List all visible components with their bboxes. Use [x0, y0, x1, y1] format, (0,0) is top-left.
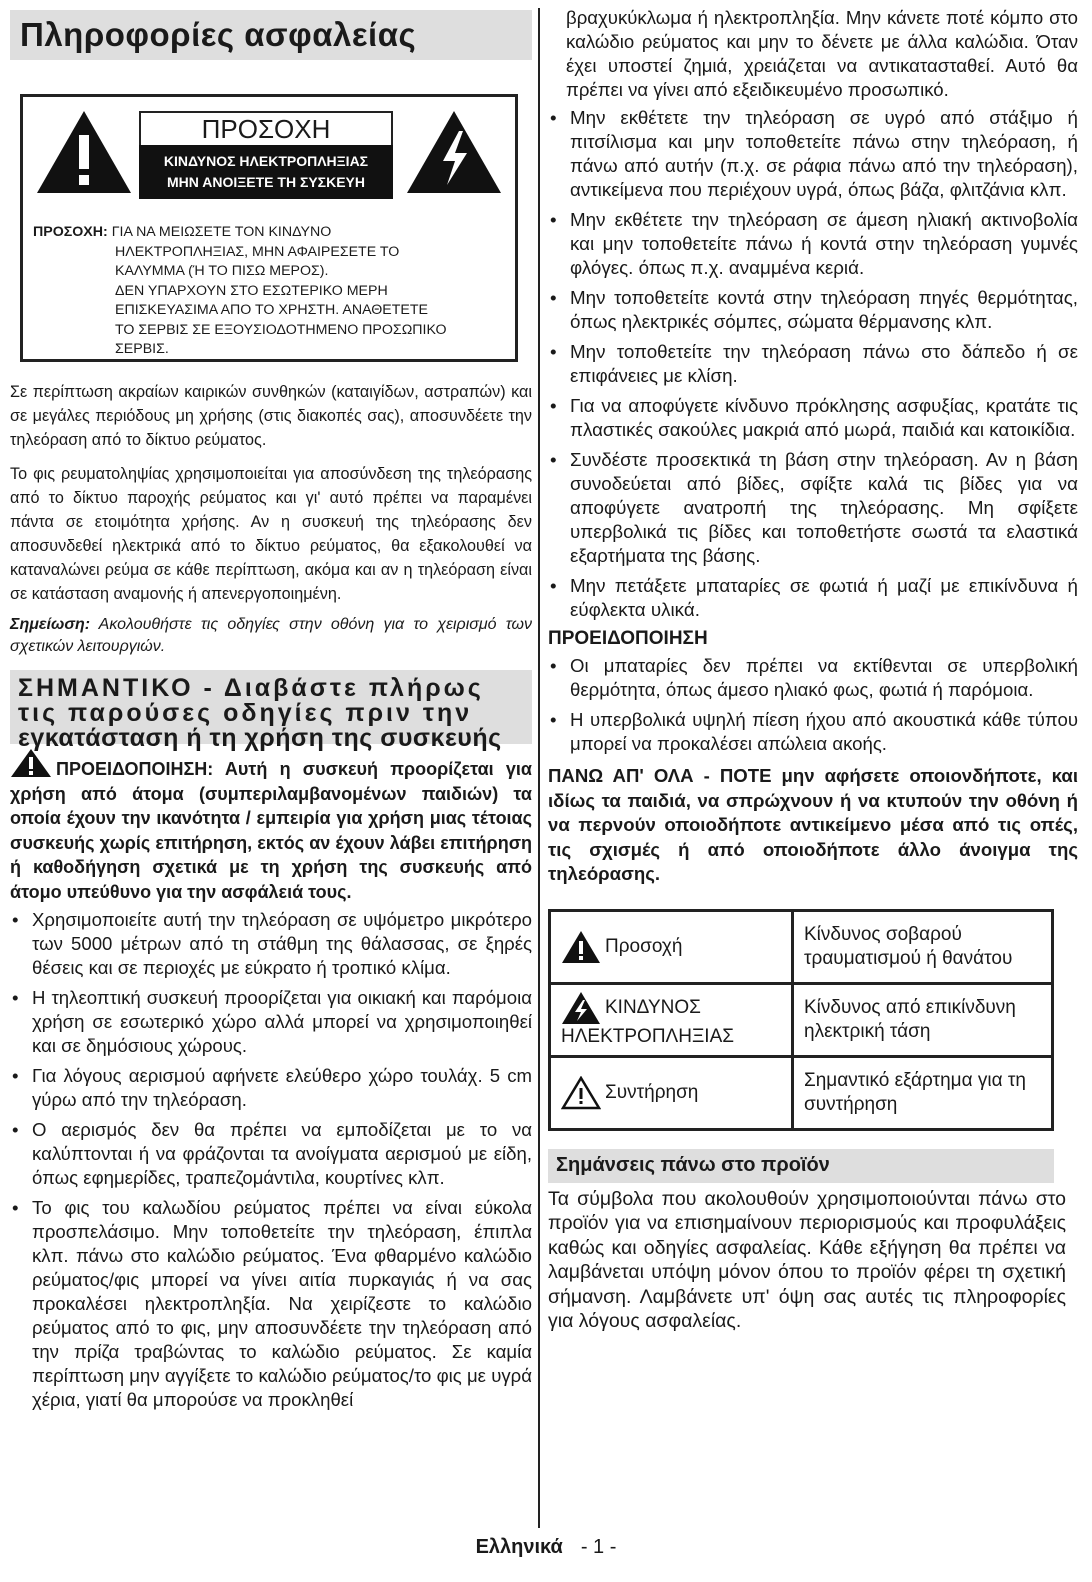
- table-cell-desc: Κίνδυνος από επικίνδυνη ηλεκτρική τάση: [793, 983, 1053, 1056]
- right-column: [548, 0, 1078, 1334]
- note-label: Σημείωση:: [10, 616, 91, 633]
- warning-paragraph: [10, 748, 532, 904]
- caution-label: [139, 111, 393, 197]
- table-cell-desc: Σημαντικό εξάρτημα για τη συντήρηση: [793, 1056, 1053, 1129]
- maintenance-triangle-icon: [561, 1076, 601, 1110]
- product-marks-text: Τα σύμβολα που ακολουθούν χρησιμοποιούνται πάνω στο προϊόν για να επισημαίνουν περιορισμούς και προφυλάξεις καθώς και οδηγίες ασφαλείας. Κάθε εξήγηση θα πρέπει να λαμβάνεται υπόψη μόνον όπου το προϊόν φέρει τη σχετική σήμανση. Λαμβάνετε υπ' όψη σας αυτές τις πληροφορίες για λόγους ασφαλείας.: [548, 1187, 1066, 1332]
- product-marks-title: Σημάνσεις πάνω στο προϊόν: [556, 1154, 830, 1176]
- left-column: [10, 0, 532, 1418]
- important-heading: [10, 670, 532, 752]
- caution-text-line: ΚΑΛΥΜΜΑ (Ή ΤΟ ΠΙΣΩ ΜΕΡΟΣ).: [115, 263, 329, 279]
- caution-black-panel: [139, 145, 393, 199]
- caution-line-1: ΚΙΝΔΥΝΟΣ ΗΛΕΚΤΡΟΠΛΗΞΙΑΣ: [163, 153, 369, 169]
- symbols-table: [548, 909, 1054, 1131]
- list-item: • Μην τοποθετείτε την τηλεόραση πάνω στο δάπεδο ή σε επιφάνειες με κλίση.: [548, 340, 1078, 388]
- table-cell-label: [550, 910, 793, 983]
- warning-triangle-icon: [561, 930, 601, 964]
- list-item: • Μην πετάξετε μπαταρίες σε φωτιά ή μαζί με επικίνδυνα ή εύφλεκτα υλικά.: [548, 574, 1078, 622]
- page-title-bar: [10, 10, 532, 60]
- symbol-label-line-2: ΗΛΕΚΤΡΟΠΛΗΞΙΑΣ: [561, 1025, 734, 1047]
- list-item: • Το φις του καλωδίου ρεύματος πρέπει να είναι εύκολα προσπελάσιμο. Μην τοποθετείτε την τηλεόραση, έπιπλα κλπ. πάνω στο καλώδιο ρεύματος. Ένα φθαρμένο καλώδιο ρεύματος/φις μπορεί να γίνει αιτία πυρκαγιάς ή να σας προκαλέσει ηλεκτροπληξία. Να χειρίζεστε το καλώδιο ρεύματος από το φις, μην αποσυνδέετε την τηλεόραση από την πρίζα τραβώντας το καλώδιο ρεύματος. Σε καμία περίπτωση μην αγγίξετε το καλώδιο ρεύματος/το φις με υγρά χέρια, γιατί θα μπορούσε να προκληθεί: [10, 1196, 532, 1412]
- list-item: • Μην εκθέτετε την τηλεόραση σε υγρό από στάξιμο ή πιτσίλισμα και μην τοποθετείτε πάνω στην τηλεόραση, ή πάνω από αυτήν (π.χ. σε ράφια πάνω από την τηλεόραση), αντικείμενα που περιέχουν υγρά, όπως βάζα, φλιτζάνια κλπ.: [548, 106, 1078, 202]
- list-item: • Ο αερισμός δεν θα πρέπει να εμποδίζεται με το να καλύπτονται ή να φράζονται τα ανοίγματα αερισμού με είδη, όπως εφημερίδες, τραπεζομάντιλα, κουρτίνες κλπ.: [10, 1118, 532, 1190]
- list-item: • Για λόγους αερισμού αφήνετε ελεύθερο χώρο τουλάχ. 5 cm γύρω από την τηλεόραση.: [10, 1064, 532, 1112]
- symbol-label: ΚΙΝΔΥΝΟΣ: [605, 996, 701, 1018]
- list-item: • Η τηλεοπτική συσκευή προορίζεται για οικιακή και παρόμοια χρήση σε εσωτερικό χώρο αλλά μπορεί να χρησιμοποιηθεί και σε δημόσιους χώρους.: [10, 986, 532, 1058]
- lightning-warning-icon: [405, 109, 503, 195]
- caution-text: [33, 223, 505, 360]
- warning-text: ΠΡΟΕΙΔΟΠΟΙΗΣΗ: Αυτή η συσκευή προορίζεται για χρήση από άτομα (συμπεριλαμβανομένων παιδιών) τα οποία έχουν την ικανότητα / εμπειρία για χρήση μιας τέτοιας συσκευής χωρίς επιτήρηση, εκτός αν έχουν λάβει επιτήρηση ή καθοδήγηση σχετικά με τη χρήση της συσκευής από άτομο υπεύθυνο για την ασφάλειά τους.: [10, 759, 532, 902]
- important-line-3: εγκατάσταση ή τη χρήση της συσκευής: [18, 724, 502, 752]
- table-cell-desc: Κίνδυνος σοβαρού τραυματισμού ή θανάτου: [793, 910, 1053, 983]
- table-cell-label: [550, 983, 793, 1056]
- list-item: • Μην εκθέτετε την τηλεόραση σε άμεση ηλιακή ακτινοβολία και μην τοποθετείτε πάνω ή κοντά στην τηλεόραση γυμνές φλόγες. όπως π.χ. αναμμένα κεριά.: [548, 208, 1078, 280]
- caution-line-2: ΜΗΝ ΑΝΟΙΞΕΤΕ ΤΗ ΣΥΣΚΕΥΗ: [167, 174, 365, 190]
- column-divider: [538, 8, 540, 1528]
- caution-text-line: ΤΟ ΣΕΡΒΙΣ ΣΕ ΕΞΟΥΣΙΟΔΟΤΗΜΕΝΟ ΠΡΟΣΩΠΙΚΟ: [115, 321, 447, 338]
- exclamation-warning-icon: [35, 109, 133, 195]
- warning-heading: ΠΡΟΕΙΔΟΠΟΙΗΣΗ: [548, 628, 708, 649]
- page-number: - 1 -: [580, 1536, 617, 1558]
- paragraph-plug: Το φις ρευματοληψίας χρησιμοποιείται για αποσύνδεση της τηλεόρασης από το δίκτυο παροχής ρεύματος και γι' αυτό πρέπει να παραμένει πάντα σε ετοιμότητα χρήσης. Αν η συσκευή της τηλεόρασης δεν αποσυνδεθεί ηλεκτρικά από το δίκτυο ρεύματος, θα εξακολουθεί να καταναλώνει ρεύμα σε κάθε περίπτωση, ακόμα και αν η τηλεόραση είναι σε κατάσταση αναμονής ή απενεργοποιημένη.: [10, 465, 532, 603]
- caution-text-line: ΗΛΕΚΤΡΟΠΛΗΞΙΑΣ, ΜΗΝ ΑΦΑΙΡΕΣΕΤΕ ΤΟ: [115, 243, 400, 260]
- list-item: • Χρησιμοποιείτε αυτή την τηλεόραση σε υψόμετρο μικρότερο των 5000 μέτρων από τη στάθμη της θάλασσας, σε ξηρές θέσεις και σε περιοχές με εύκρατο ή τροπικό κλίμα.: [10, 908, 532, 980]
- warning-bullet-list: [548, 654, 1078, 756]
- caution-text-line: ΣΕΡΒΙΣ.: [115, 341, 169, 357]
- electric-shock-icon: [561, 991, 601, 1025]
- left-bullet-list: [10, 908, 532, 1412]
- list-item: • Συνδέστε προσεκτικά τη βάση στην τηλεόραση. Αν η βάση συνοδεύεται από βίδες, σφίξτε καλά τις βίδες για να αποφύγετε ανατροπή της τηλεόρασης. Μη σφίξετε υπερβολικά τις βίδες και τοποθετήστε σωστά τα ελαστικά εξαρτήματα της βάσης.: [548, 448, 1078, 568]
- important-line-1: ΣΗΜΑΝΤΙΚΟ - Διαβάστε πλήρως: [18, 674, 484, 702]
- list-item: • Η υπερβολικά υψηλή πίεση ήχου από ακουστικά κάθε τύπου μπορεί να προκαλέσει απώλεια ακοής.: [548, 708, 1078, 756]
- caution-text-line: ΓΙΑ ΝΑ ΜΕΙΩΣΕΤΕ ΤΟΝ ΚΙΝΔΥΝΟ: [111, 224, 332, 240]
- note-text: Ακολουθήστε τις οδηγίες στην οθόνη για το χειρισμό των σχετικών λειτουργιών.: [10, 616, 533, 655]
- table-row: [550, 1056, 1053, 1129]
- important-line-2: τις παρούσες οδηγίες πριν την: [18, 699, 473, 727]
- list-item: • Οι μπαταρίες δεν πρέπει να εκτίθενται σε υπερβολική θερμότητα, όπως άμεσο ηλιακό φως, φωτιά ή παρόμοια.: [548, 654, 1078, 702]
- paragraph-weather: Σε περίπτωση ακραίων καιρικών συνθηκών (καταιγίδων, αστραπών) και σε μεγάλες περιόδους μη χρήσης (στις διακοπές σας), αποσυνδέετε την τηλεόραση από το δίκτυο ρεύματος.: [10, 383, 532, 449]
- table-row: [550, 983, 1053, 1056]
- list-item: • Μην τοποθετείτε κοντά στην τηλεόραση πηγές θερμότητας, όπως ηλεκτρικές σόμπες, σώματα θέρμανσης κλπ.: [548, 286, 1078, 334]
- symbol-label: Προσοχή: [605, 935, 683, 957]
- caution-heading: ΠΡΟΣΟΧΗ: [139, 111, 393, 145]
- caution-box: [20, 94, 518, 362]
- product-marks-heading: [548, 1149, 1054, 1183]
- caution-text-line: ΕΠΙΣΚΕΥΑΣΙΜΑ ΑΠΟ ΤΟ ΧΡΗΣΤΗ. ΑΝΑΘΕΤΕΤΕ: [115, 302, 428, 318]
- right-bullet-list: [548, 106, 1078, 622]
- warning-triangle-icon: [10, 748, 52, 778]
- note: [10, 614, 532, 658]
- list-item: • Για να αποφύγετε κίνδυνο πρόκλησης ασφυξίας, κρατάτε τις πλαστικές σακούλες μακριά από μωρά, παιδιά και κατοικίδια.: [548, 394, 1078, 442]
- footer-language: Ελληνικά: [475, 1536, 563, 1558]
- never-push-warning: ΠΑΝΩ ΑΠ' ΟΛΑ - ΠΟΤΕ μην αφήσετε οποιονδήποτε, και ιδίως τα παιδιά, να σπρώχνουν ή να κτυπούν την οθόνη ή να περνούν οποιοδήποτε αντικείμενο μέσα από τις οπές, τις σχισμές ή από οποιοδήποτε άλλο άνοιγμα της τηλεόρασης.: [548, 765, 1078, 884]
- page-footer: [0, 1536, 1092, 1559]
- page-title: Πληροφορίες ασφαλείας: [20, 16, 417, 53]
- caution-text-label: ΠΡΟΣΟΧΗ:: [33, 224, 108, 240]
- continuation-text: βραχυκύκλωμα ή ηλεκτροπληξία. Μην κάνετε ποτέ κόμπο στο καλώδιο ρεύματος και μην το δένετε με άλλα καλώδια. Όταν έχει υποστεί ζημιά, χρειάζεται να αντικατασταθεί. Αυτό θα πρέπει να γίνει από εξειδικευμένο προσωπικό.: [566, 7, 1078, 100]
- symbol-label: Συντήρηση: [605, 1081, 699, 1103]
- table-row: [550, 910, 1053, 983]
- caution-text-line: ΔΕΝ ΥΠΑΡΧΟΥΝ ΣΤΟ ΕΣΩΤΕΡΙΚΟ ΜΕΡΗ: [115, 282, 388, 299]
- table-cell-label: [550, 1056, 793, 1129]
